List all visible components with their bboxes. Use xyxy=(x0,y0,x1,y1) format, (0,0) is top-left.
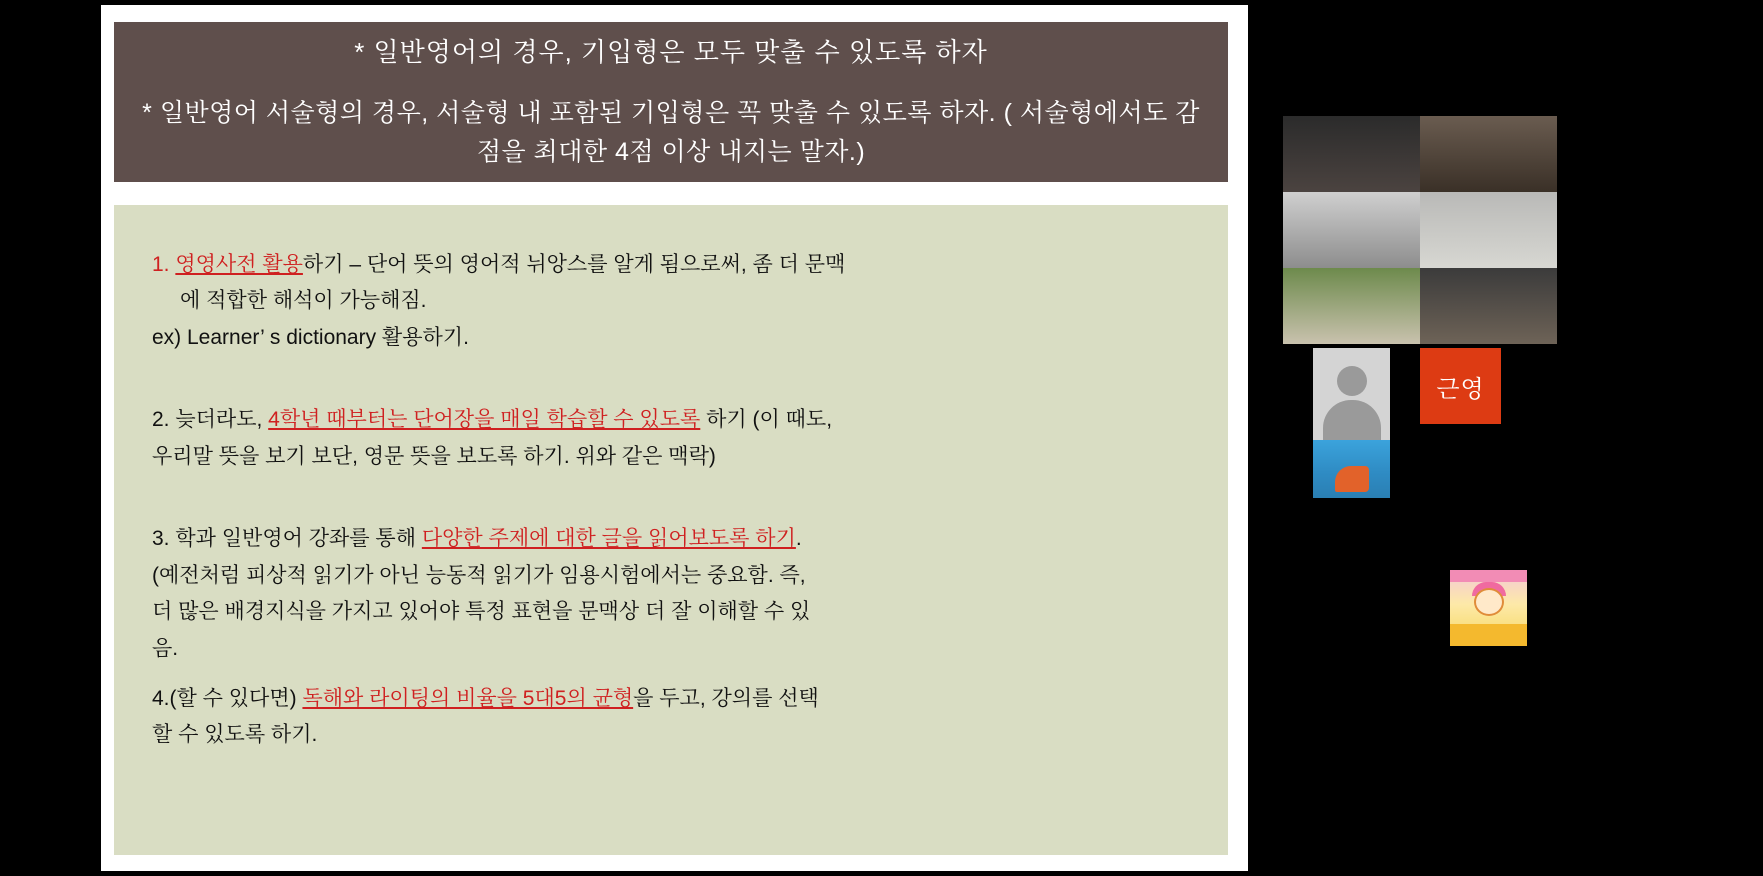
slide-item-1-example: ex) Learner’ s dictionary 활용하기. xyxy=(152,325,469,349)
slide-item-4-rest: 을 두고, 강의를 선택 xyxy=(633,686,819,710)
slide-item-3-continuation-2: 더 많은 배경지식을 가지고 있어야 특정 표현을 문맥상 더 잘 이해할 수 있 xyxy=(152,600,811,624)
participant-tile-1[interactable] xyxy=(1283,116,1420,192)
cartoon-face xyxy=(1474,588,1504,616)
avatar-icon xyxy=(1337,366,1367,396)
participant-tile-3[interactable] xyxy=(1283,192,1420,268)
cartoon-avatar-image xyxy=(1450,570,1527,646)
slide-item-2-number: 2. xyxy=(152,408,170,432)
slide-item-3-continuation-3: 음. xyxy=(152,636,179,660)
slide-item-2-continuation: 우리말 뜻을 보기 보단, 영문 뜻을 보도록 하기. 위와 같은 맥락) xyxy=(152,444,716,468)
cartoon-banner xyxy=(1450,570,1527,582)
slide-item-3-continuation-1: (예전처럼 피상적 읽기가 아닌 능동적 읽기가 임용시험에서는 중요함. 즉, xyxy=(152,563,806,587)
participant-tile-6[interactable] xyxy=(1420,268,1557,344)
participant-tile-blank[interactable] xyxy=(1420,424,1557,500)
slide-item-1-rest: 하기 – 단어 뜻의 영어적 뉘앙스를 알게 됨으로써, 좀 더 문맥 xyxy=(302,253,846,276)
slide-item-3 xyxy=(152,524,1190,554)
slide-title-line-1: * 일반영어의 경우, 기입형은 모두 맞출 수 있도록 하자 xyxy=(354,36,988,67)
slide-item-3-rest: . xyxy=(795,527,802,551)
slide-item-1-number: 1. xyxy=(152,253,170,276)
slide-item-1-continuation: 에 적합한 해석이 가능해짐. xyxy=(180,289,427,313)
slide-item-2 xyxy=(152,405,1190,435)
presentation-slide xyxy=(101,5,1248,871)
participant-tile-2[interactable] xyxy=(1420,116,1557,192)
slide-item-1-highlight: 영영사전 활용 xyxy=(175,253,303,276)
participant-name-label: 근영 xyxy=(1436,375,1485,403)
participant-tile-cartoon[interactable] xyxy=(1420,570,1557,646)
participant-video-panel xyxy=(1256,0,1763,876)
slide-item-3-lead: 학과 일반영어 강좌를 통해 xyxy=(169,527,422,551)
slide-item-4-highlight: 독해와 라이팅의 비율을 5대5의 균형 xyxy=(302,686,634,710)
participant-tile-avatar[interactable] xyxy=(1313,348,1390,498)
slide-item-3-highlight: 다양한 주제에 대한 글을 읽어보도록 하기 xyxy=(421,527,796,551)
slide-body xyxy=(114,205,1228,855)
cartoon-base xyxy=(1450,624,1527,646)
slide-item-1 xyxy=(152,250,1190,280)
slide-item-3-number: 3. xyxy=(152,527,170,551)
avatar-photo xyxy=(1313,440,1390,498)
slide-item-4-number: 4. xyxy=(152,686,170,710)
slide-item-4 xyxy=(152,684,1190,714)
slide-item-4-continuation: 할 수 있도록 하기. xyxy=(152,723,318,747)
slide-item-4-lead: (할 수 있다면) xyxy=(169,686,303,710)
slide-title-line-2: * 일반영어 서술형의 경우, 서술형 내 포함된 기입형은 꼭 맞출 수 있도록 하자. ( 서술형에서도 감점을 최대한 4점 이상 내지는 말자.) xyxy=(142,98,1200,166)
slide-title-box xyxy=(114,22,1228,182)
slide-item-2-rest: 하기 (이 때도, xyxy=(700,408,833,432)
participant-tile-5[interactable] xyxy=(1283,268,1420,344)
slide-item-2-highlight: 4학년 때부터는 단어장을 매일 학습할 수 있도록 xyxy=(268,408,701,432)
participant-tile-name[interactable] xyxy=(1420,348,1501,424)
slide-item-2-lead: 늦더라도, xyxy=(169,408,269,432)
avatar-body-icon xyxy=(1323,400,1381,440)
participant-tile-4[interactable] xyxy=(1420,192,1557,268)
